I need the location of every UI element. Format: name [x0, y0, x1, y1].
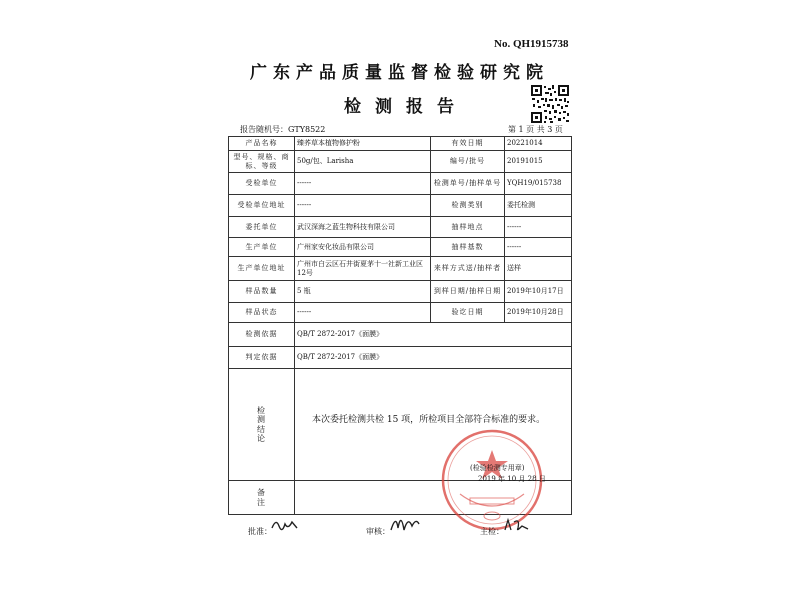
sample-state-label: 样品状态 [229, 303, 295, 323]
conclusion-text: 本次委托检测共检 15 项，所检项目全部符合标准的要求。 [312, 415, 546, 425]
judge-label: 判定依据 [229, 347, 295, 369]
basis-value: QB/T 2872-2017《面膜》 [295, 323, 572, 347]
institute-name: 广东产品质量监督检验研究院 [250, 63, 549, 83]
signoff-date-label: 验讫日期 [431, 303, 505, 323]
page-indicator: 第 1 页 共 3 页 [508, 125, 563, 134]
conclusion-char: 结 [257, 424, 266, 434]
model-label: 型号、规格、商标、等级 [229, 151, 295, 173]
basis-label: 检测依据 [229, 323, 295, 347]
conclusion-char: 论 [257, 433, 266, 443]
qr-code-icon [530, 84, 570, 124]
batch-value: 20191015 [505, 151, 572, 173]
approve-label: 批准： [248, 527, 272, 536]
review-signature-icon [388, 510, 422, 536]
approve-signature-icon [270, 516, 300, 534]
product-name-label: 产品名称 [229, 137, 295, 151]
inspected-addr-label: 受检单位地址 [229, 195, 295, 217]
table-row [229, 195, 572, 217]
sample-base-label: 抽样基数 [431, 238, 505, 257]
sample-qty-value: 5 瓶 [295, 281, 431, 303]
model-value: 50g/包、Larisha [295, 151, 431, 173]
main-test-signature-icon [502, 516, 532, 534]
remarks-label [229, 481, 295, 515]
manu-addr-label: 生产单位地址 [229, 257, 295, 281]
validity-label: 有效日期 [431, 137, 505, 151]
table-row [229, 137, 572, 151]
test-type-label: 检测类别 [431, 195, 505, 217]
delivery-label: 来样方式送/抽样者 [431, 257, 505, 281]
report-number: No. QH1915738 [494, 38, 569, 50]
signoff-date-value: 2019年10月28日 [505, 303, 572, 323]
manufacturer-label: 生产单位 [229, 238, 295, 257]
sampling-site-value: ------ [505, 217, 572, 238]
delivery-value: 送样 [505, 257, 572, 281]
sampling-site-label: 抽样地点 [431, 217, 505, 238]
manufacturer-value: 广州家安化妆品有限公司 [295, 238, 431, 257]
table-row [229, 347, 572, 369]
table-row [229, 323, 572, 347]
validity-value: 20221014 [505, 137, 572, 151]
sample-no-value: YQH19/015738 [505, 173, 572, 195]
batch-label: 编号/批号 [431, 151, 505, 173]
manu-addr-value: 广州市白云区石井街夏茅十一社新工业区12号 [295, 257, 431, 281]
sample-no-label: 检测单号/抽样单号 [431, 173, 505, 195]
client-label: 委托单位 [229, 217, 295, 238]
remarks-char: 备 [257, 488, 266, 498]
judge-value: QB/T 2872-2017《面膜》 [295, 347, 572, 369]
remarks-char: 注 [257, 497, 266, 507]
sample-qty-label: 样品数量 [229, 281, 295, 303]
inspected-unit-value: ------ [295, 173, 431, 195]
table-row [229, 303, 572, 323]
table-row [229, 151, 572, 173]
sample-base-value: ------ [505, 238, 572, 257]
conclusion-char: 检 [257, 406, 266, 416]
inspected-addr-value: ------ [295, 195, 431, 217]
stamp-note: (检验检测专用章) [470, 464, 525, 472]
client-value: 武汉深海之蓝生物科技有限公司 [295, 217, 431, 238]
product-name-value: 臻荞草本植物修护粉 [295, 137, 431, 151]
inspected-unit-label: 受检单位 [229, 173, 295, 195]
arrival-date-value: 2019年10月17日 [505, 281, 572, 303]
table-row [229, 238, 572, 257]
conclusion-label [229, 369, 295, 481]
table-row [229, 281, 572, 303]
arrival-date-label: 到样日期/抽样日期 [431, 281, 505, 303]
report-title: 检测报告 [344, 97, 468, 117]
table-row [229, 257, 572, 281]
report-serial: 报告随机号：GTY8522 [240, 125, 326, 134]
test-type-value: 委托检测 [505, 195, 572, 217]
stamp-date: 2019 年 10 月 28 日 [478, 475, 546, 483]
conclusion-char: 测 [257, 415, 266, 425]
table-row [229, 173, 572, 195]
main-test-label: 主检： [480, 527, 504, 536]
review-label: 审核： [366, 527, 390, 536]
sample-state-value: ------ [295, 303, 431, 323]
table-row [229, 217, 572, 238]
